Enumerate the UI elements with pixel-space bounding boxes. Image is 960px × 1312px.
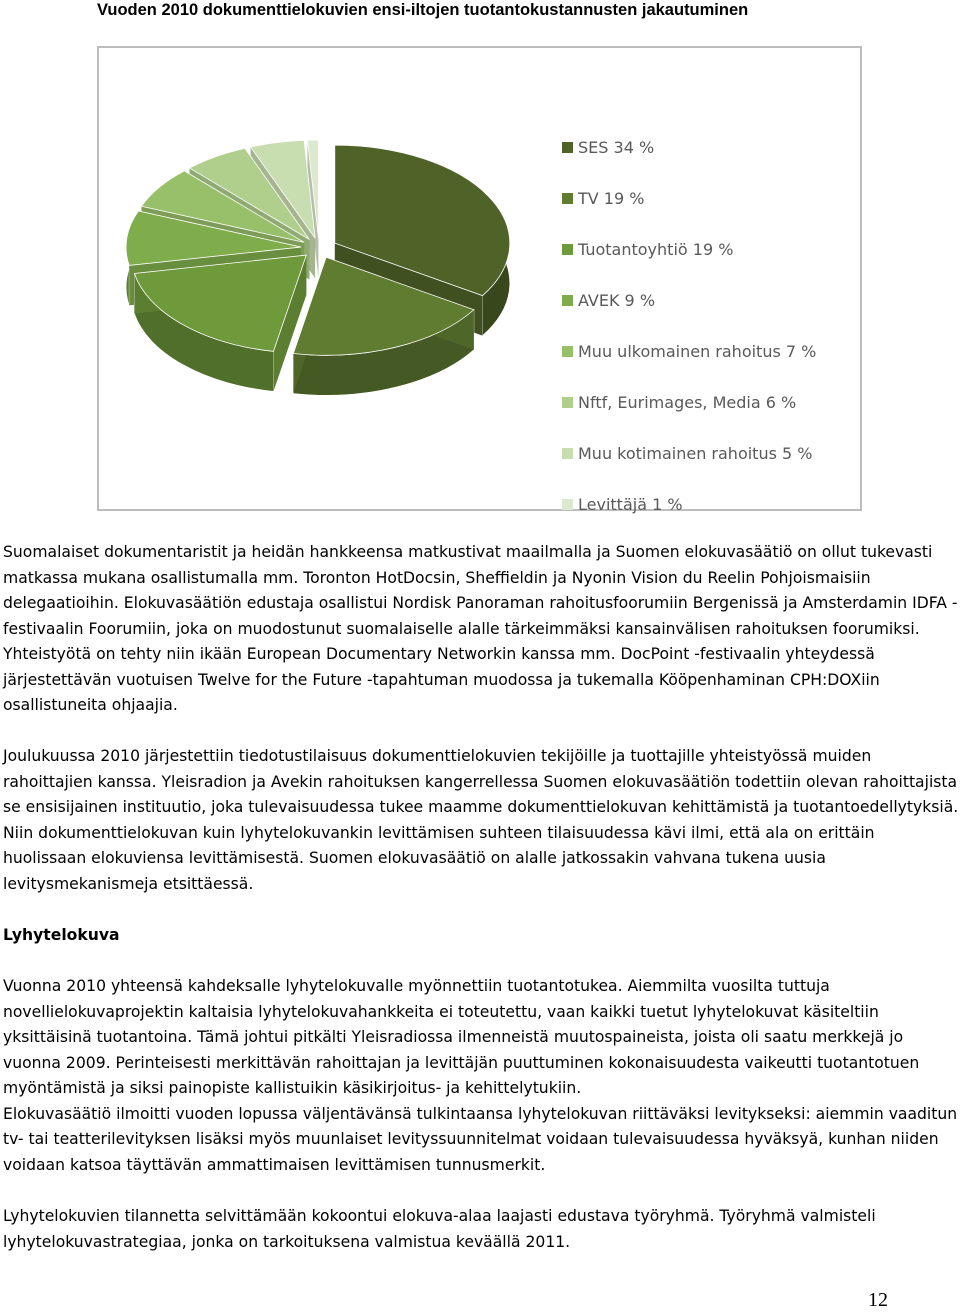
body-text-2	[3, 744, 959, 897]
legend-swatch	[562, 295, 573, 306]
body-text-3	[3, 974, 959, 1178]
legend-swatch	[562, 346, 573, 357]
pie-chart	[97, 46, 862, 514]
paragraph: Joulukuussa 2010 järjestettiin tiedotustilaisuus dokumenttielokuvien tekijöille ja tuottajille yhteistyössä muiden rahoittajien kanssa. Yleisradion ja Avekin rahoituksen kangerrellessa Suomen elokuvasäätiön todettiin olevan rahoittajista se ensisijainen instituutio, joka tulevaisuudessa tukee maamme dokumenttielokuvan kehittämistä ja tuotantoedellytyksiä. Niin dokumenttielokuvan kuin lyhytelokuvankin levittämisen suhteen tilaisuudessa kävi ilmi, että ala on erittäin huolissaan elokuviensa levittämisestä. Suomen elokuvasäätiö on alalle jatkossakin vahvana tukena uusia levitysmekanismeja etsittäessä.	[3, 747, 959, 893]
paragraph: Elokuvasäätiö ilmoitti vuoden lopussa väljentävänsä tulkintaansa lyhytelokuvan riittäväksi levitykseksi: aiemmin vaaditun tv- tai teatterilevityksen lisäksi myös muunlaiset levityssuunnitelmat voidaan tulevaisuudessa hyväksyä, kunhan niiden voidaan katsoa täyttävän ammattimaisen levittämisen tunnusmerkit.	[3, 1104, 958, 1174]
legend-swatch	[562, 499, 573, 510]
legend-swatch	[562, 142, 573, 153]
legend-swatch	[562, 244, 573, 255]
paragraph: Suomalaiset dokumentaristit ja heidän hankkeensa matkustivat maailmalla ja Suomen elokuvasäätiö on ollut tukevasti matkassa mukana osallistumalla mm. Toronton HotDocsin, Sheffieldin ja Nyonin Vision du Reelin Pohjoismaisiin delegaatioihin. Elokuvasäätiön edustaja osallistui Nordisk Panoraman rahoitusfoorumiin Bergenissä ja Amsterdamin IDFA -festivaalin Foorumiin, joka on muodostunut suomalaiselle alalle tärkeimmäksi kansainvälisen rahoituksen foorumiksi. Yhteistyötä on tehty niin ikään European Documentary Networkin kanssa mm. DocPoint -festivaalin yhteydessä järjestettävän vuotuisen Twelve for the Future -tapahtuman muodossa ja tukemalla Kööpenhaminan CPH:DOXiin osallistuneita ohjaajia.	[3, 543, 958, 714]
page-title: Vuoden 2010 dokumenttielokuvien ensi-iltojen tuotantokustannusten jakautuminen	[97, 1, 749, 19]
paragraph: Lyhytelokuvien tilannetta selvittämään kokoontui elokuva-alaa laajasti edustava työryhmä. Työryhmä valmisteli lyhytelokuvastrategiaa, jonka on tarkoituksena valmistua keväällä 2011.	[3, 1207, 876, 1251]
legend-label: Nftf, Eurimages, Media 6 %	[578, 393, 797, 412]
legend-label: Muu kotimainen rahoitus 5 %	[578, 444, 813, 463]
legend-label: TV 19 %	[578, 189, 645, 208]
legend-swatch	[562, 397, 573, 408]
pie-slice	[134, 255, 306, 391]
legend-swatch	[562, 448, 573, 459]
legend-label: Muu ulkomainen rahoitus 7 %	[578, 342, 817, 361]
legend-swatch	[562, 193, 573, 204]
legend-label: Levittäjä 1 %	[578, 495, 683, 514]
body-text-4	[3, 1204, 959, 1255]
paragraph: Vuonna 2010 yhteensä kahdeksalle lyhytelokuvalle myönnettiin tuotantotukea. Aiemmilta vuosilta tuttuja novellielokuvaprojektin kaltaisia lyhytelokuvahankkeita ei toteutettu, vaan kaikki tuetut lyhytelokuvat käsiteltiin yksittäisinä tuotantoina. Tämä johtui pitkälti Yleisradiossa ilmenneistä muutospaineista, joista oli saatu merkkejä jo vuonna 2009. Perinteisesti merkittävän rahoittajan ja levittäjän puuttuminen kokonaisuudesta vaikeutti tuotantotuen myöntämistä ja siksi painopiste kallistuikin käsikirjoitus- ja kehittelytukiin.	[3, 977, 920, 1097]
pie-chart-svg	[99, 48, 860, 509]
legend-label: AVEK 9 %	[578, 291, 656, 310]
legend-label: SES 34 %	[578, 138, 655, 157]
section-heading: Lyhytelokuva	[3, 926, 120, 944]
body-text-1	[3, 540, 959, 719]
page-number: 12	[868, 1289, 888, 1311]
legend-label: Tuotantoyhtiö 19 %	[578, 240, 734, 259]
